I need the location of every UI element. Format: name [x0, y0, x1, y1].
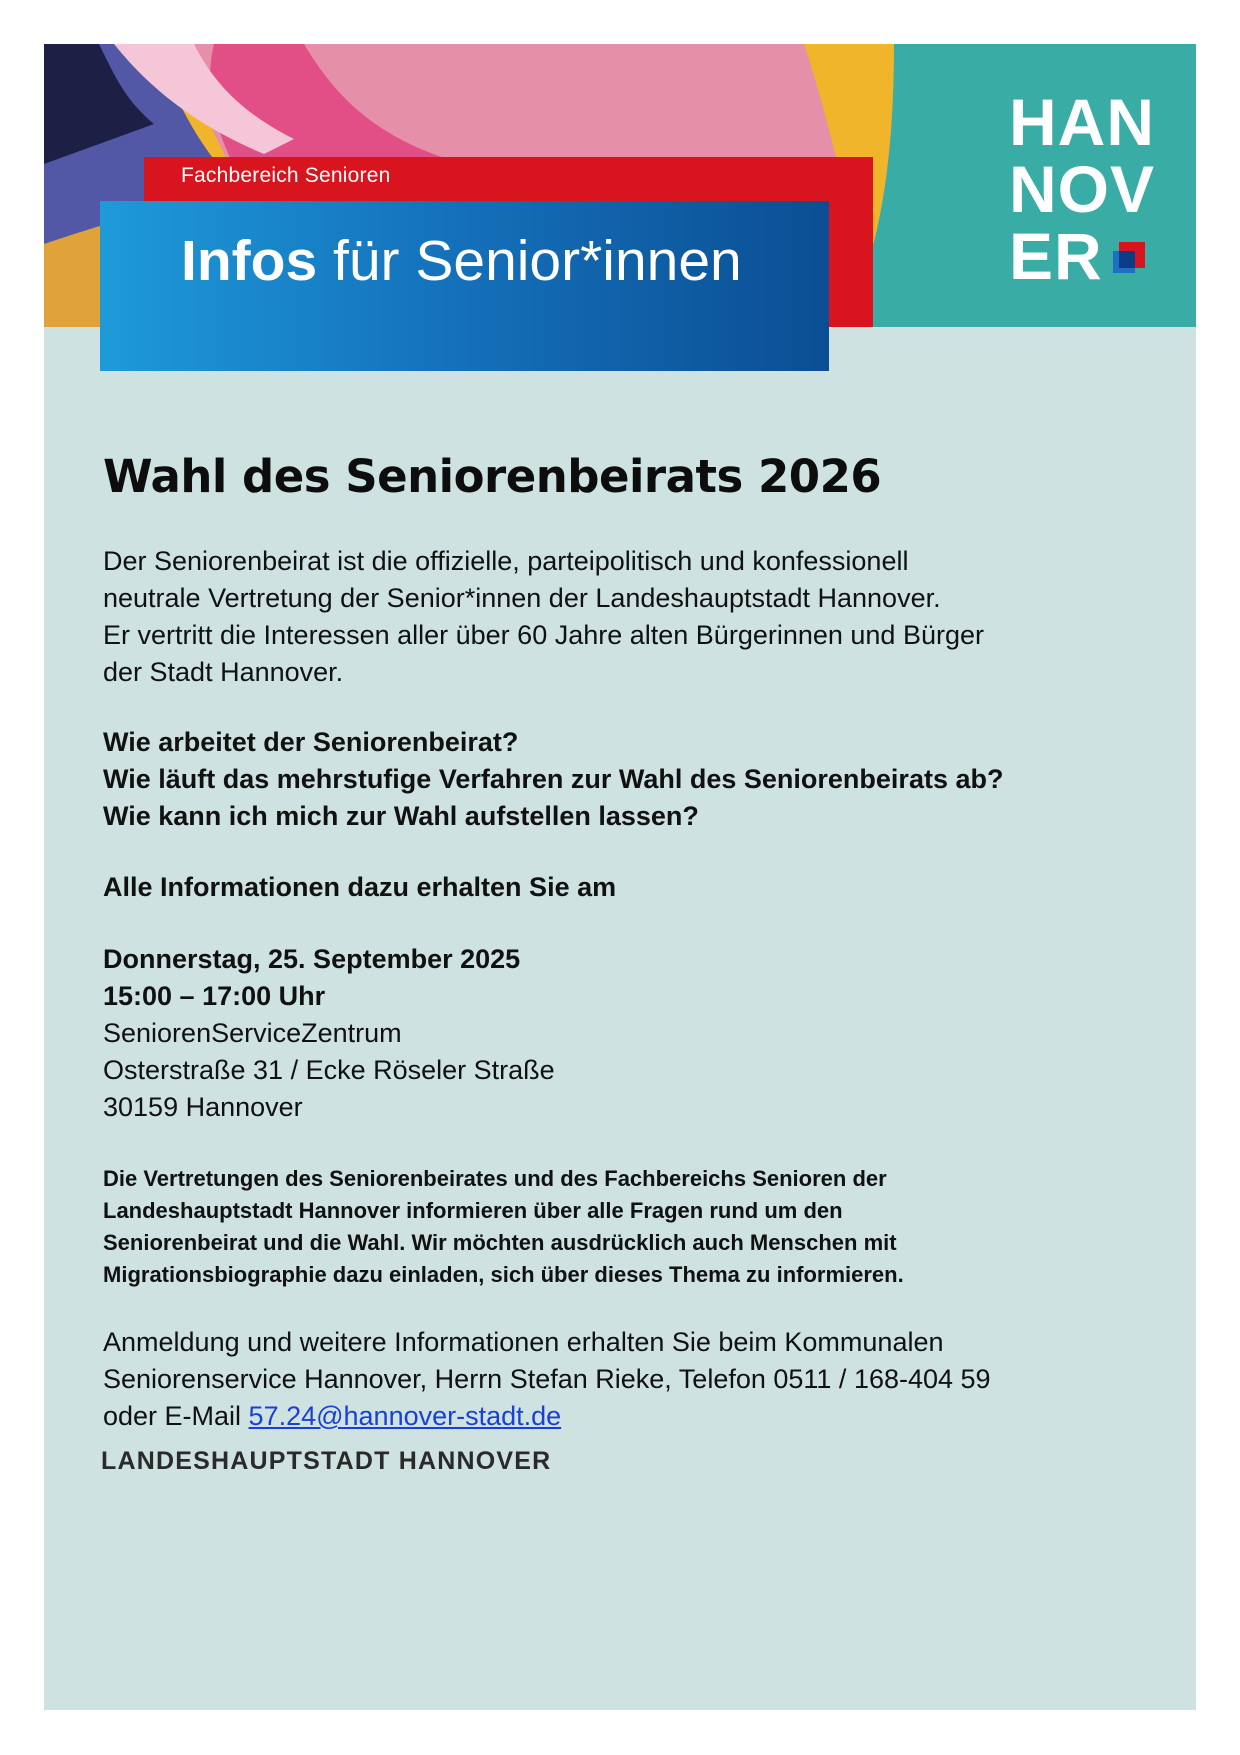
event-street: Osterstraße 31 / Ecke Röseler Straße	[103, 1055, 555, 1085]
questions-block	[103, 724, 1003, 835]
intro-line: Er vertritt die Interessen aller über 60 Jahre alten Bürgerinnen und Bürger	[103, 620, 984, 650]
event-details	[103, 941, 555, 1126]
logo-line-3: ER	[1009, 219, 1103, 293]
info-line: Alle Informationen dazu erhalten Sie am	[103, 872, 617, 902]
flyer-page	[44, 44, 1196, 1710]
event-date: Donnerstag, 25. September 2025	[103, 944, 521, 974]
banner-title-bold: Infos	[181, 229, 318, 293]
contact-line: Seniorenservice Hannover, Herrn Stefan Rieke, Telefon 0511 / 168-404 59	[103, 1364, 991, 1394]
contact-line-last	[103, 1398, 991, 1435]
intro-paragraph	[103, 543, 984, 691]
banner-title	[181, 228, 742, 294]
question-line: Wie arbeitet der Seniorenbeirat?	[103, 727, 519, 757]
intro-line: Der Seniorenbeirat ist die offizielle, parteipolitisch und konfessionell	[103, 546, 909, 576]
contact-line: Anmeldung und weitere Informationen erhalten Sie beim Kommunalen	[103, 1327, 944, 1357]
question-line: Wie läuft das mehrstufige Verfahren zur Wahl des Seniorenbeirats ab?	[103, 764, 1004, 794]
note-line: Die Vertretungen des Seniorenbeirates und des Fachbereichs Senioren der	[103, 1166, 887, 1191]
event-time: 15:00 – 17:00 Uhr	[103, 981, 326, 1011]
logo-squares-icon	[1113, 242, 1145, 277]
email-link[interactable]: 57.24@hannover-stadt.de	[248, 1401, 562, 1431]
page-title: Wahl des Seniorenbeirats 2026	[103, 450, 882, 503]
banner-title-rest: für Senior*innen	[317, 229, 742, 293]
department-label: Fachbereich Senioren	[181, 164, 391, 187]
note-line: Seniorenbeirat und die Wahl. Wir möchten ausdrücklich auch Menschen mit	[103, 1230, 897, 1255]
event-city: 30159 Hannover	[103, 1092, 303, 1122]
logo-line-2: NOV	[1009, 152, 1156, 226]
note-paragraph	[103, 1163, 904, 1291]
question-line: Wie kann ich mich zur Wahl aufstellen lassen?	[103, 801, 699, 831]
intro-line: neutrale Vertretung der Senior*innen der Landeshauptstadt Hannover.	[103, 583, 941, 613]
note-line: Migrationsbiographie dazu einladen, sich über dieses Thema zu informieren.	[103, 1262, 904, 1287]
logo-line-1: HAN	[1009, 85, 1155, 159]
event-venue: SeniorenServiceZentrum	[103, 1018, 402, 1048]
note-line: Landeshauptstadt Hannover informieren über alle Fragen rund um den	[103, 1198, 843, 1223]
contact-email-prefix: oder E-Mail	[103, 1401, 249, 1431]
intro-line: der Stadt Hannover.	[103, 657, 344, 687]
contact-paragraph	[103, 1324, 991, 1435]
footer-city-name: LANDESHAUPTSTADT HANNOVER	[101, 1447, 552, 1475]
